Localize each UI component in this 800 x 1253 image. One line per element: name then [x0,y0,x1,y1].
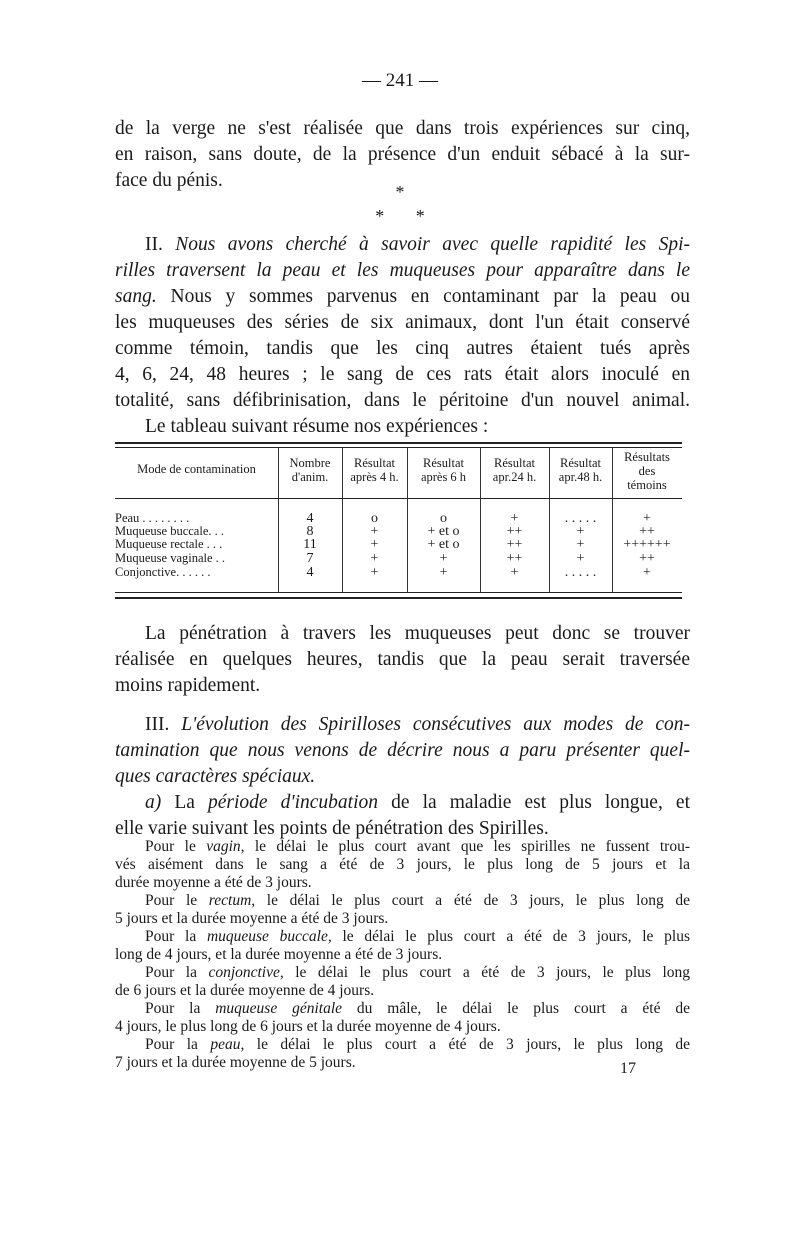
incubation-details [115,838,690,1072]
italic-text: rilles traversent la peau et les muqueuses pour apparaître dans le [115,260,690,281]
header-line: témoins [627,478,667,492]
cell-r48: + [576,524,585,539]
cell-r4: + [370,565,379,580]
text-line: vés aisément dans le sang a été de 3 jours, le plus long de 5 jours et la [115,856,690,873]
table-rule-top-thin [115,447,682,448]
text-line [115,1036,690,1054]
cell-temoins: ++++++ [623,537,671,552]
detail-paragraph [115,1000,690,1036]
subsection-label: a) [145,792,162,813]
page-number: — 241 — [362,70,438,91]
text-span: Pour le [145,892,209,909]
italic-text: vagin, [206,838,245,855]
text-line: 4, 6, 24, 48 heures ; le sang de ces rats était alors inoculé en [115,364,690,385]
text-span: Pour la [145,1000,216,1017]
detail-paragraph [115,928,690,964]
italic-text: Nous avons cherché à savoir avec quelle rapidité les Spi- [175,234,690,255]
header-line: Résultat [560,456,601,470]
cell-r24: + [510,511,519,526]
text-line [115,928,690,946]
header-line: Résultat [354,456,395,470]
header-r24 [480,456,549,484]
text-line [115,712,690,738]
header-line: après 6 h [420,470,467,484]
text-line [115,738,690,764]
text-line [115,892,690,910]
detail-paragraph [115,964,690,1000]
cell-r24: ++ [506,537,523,552]
text-span: Pour la [145,964,209,981]
italic-text: sang. [115,286,157,307]
text-line: La pénétration à travers les muqueuses peut donc se trouver [145,623,690,644]
text-line: Le tableau suivant résume nos expériences : [145,416,489,437]
italic-text: tamination que nous venons de décrire nous a paru présenter quel- [115,740,690,761]
header-r48 [549,456,612,484]
section-separator-bottom: * * [375,206,425,226]
cell-r4: o [371,511,378,526]
header-r4 [342,456,407,484]
cell-r24: + [510,565,519,580]
header-line: des [638,464,656,478]
italic-text: conjonctive, [208,964,284,981]
text-line: totalité, sans défibrinisation, dans le péritoine d'un nouvel animal. [115,390,690,411]
cell-r6: + et o [427,524,460,539]
cell-r4: + [370,537,379,552]
cell-r6: + [439,565,448,580]
cell-r6: + et o [427,537,460,552]
table-rule-top [115,442,682,444]
cell-nombre: 4 [306,511,314,526]
cell-r6: o [440,511,447,526]
header-line: Résultat [494,456,535,470]
header-line: Résultat [423,456,464,470]
text-span: le délai le plus court a été de 3 jours, le plus long de [244,1036,691,1053]
header-line: apr.48 h. [558,470,603,484]
detail-paragraph [115,838,690,892]
text-span: le délai le plus court a été de 3 jours, le plus long [283,964,690,981]
table-rule-header [115,498,682,499]
detail-paragraph [115,892,690,928]
text-line: les muqueuses des séries de six animaux, dont l'un était conservé [115,312,690,333]
cell-temoins: ++ [639,551,655,566]
text-line [115,284,690,310]
italic-text: rectum, [208,892,256,909]
section-2-paragraph [115,232,690,440]
text-span: Pour le [145,838,207,855]
section-separator-top: * [395,182,405,202]
header-temoins [612,450,682,492]
cell-temoins: ++ [639,524,655,539]
text-line: réalisée en quelques heures, tandis que la peau serait traversée [115,649,690,670]
signature-mark: 17 [620,1060,636,1077]
row-label: Peau . . . . . . . . [115,511,190,525]
italic-text: période d'incubation [208,792,378,813]
header-r6 [407,456,480,484]
cell-temoins: + [643,511,651,526]
cell-nombre: 7 [306,551,314,566]
cell-r48: . . . . . [564,565,597,580]
header-line: après 4 h. [350,470,399,484]
cell-r48: . . . . . [564,511,597,526]
text-span: du mâle, le délai le plus court a été de [342,1000,690,1017]
text-span: le délai le plus court avant que les spirilles ne fussent trou- [244,838,690,855]
italic-text: peau, [210,1036,245,1053]
italic-text: ques caractères spéciaux. [115,766,316,787]
text-line [115,964,690,982]
text-line [115,764,690,790]
header-line: d'anim. [291,470,329,484]
cell-r48: + [576,537,585,552]
section-number: II. [145,234,163,255]
cell-r4: + [370,551,379,566]
row-label: Conjonctive. . . . . . [115,565,211,579]
text-line [115,232,690,258]
header-line: apr.24 h. [492,470,537,484]
cell-r24: ++ [506,551,523,566]
header-line: Résultats [624,450,670,464]
text-line: 5 jours et la durée moyenne a été de 3 jours. [115,910,389,927]
text-line: comme témoin, tandis que les cinq autres étaient tués après [115,338,690,359]
text-line: 7 jours et la durée moyenne de 5 jours. [115,1054,356,1071]
text-span: Pour la [145,928,207,945]
cell-nombre: 8 [306,524,314,539]
detail-paragraph [115,1036,690,1072]
row-label: Muqueuse rectale . . . [115,537,223,551]
cell-nombre: 11 [303,537,317,552]
cell-r4: + [370,524,379,539]
text-line: face du pénis. [115,170,223,191]
text-span: La [161,792,208,813]
header-nombre [278,456,342,484]
table-rule-bottom [115,597,682,599]
text-line [115,838,690,856]
section-number: III. [145,714,170,735]
row-label: Muqueuse buccale. . . [115,524,224,538]
text-line: en raison, sans doute, de la présence d'un enduit sébacé à la sur- [115,144,690,165]
text-line: long de 4 jours, et la durée moyenne a été de 3 jours. [115,946,443,963]
text-line: 4 jours, le plus long de 6 jours et la durée moyenne de 4 jours. [115,1018,501,1035]
italic-text: muqueuse buccale, [206,928,332,945]
text-span: le délai le plus court a été de 3 jours, le plus [331,928,691,945]
cell-temoins: + [643,565,651,580]
cell-r48: + [576,551,585,566]
text-line [115,1000,690,1018]
cell-r6: + [439,551,448,566]
table-rule-bottom-thin [115,592,682,593]
text-span: le délai le plus court a été de 3 jours, le plus long de [255,892,691,909]
text-line: elle varie suivant les points de pénétration des Spirilles. [115,818,549,839]
after-table-paragraph [115,621,690,699]
text-line [115,258,690,284]
header-line: Nombre [289,456,331,470]
text-line [115,790,690,816]
text-line: durée moyenne a été de 3 jours. [115,874,312,891]
italic-text: L'évolution des Spirilloses consécutives aux modes de con- [181,714,691,735]
section-3-paragraph [115,712,690,842]
header-mode: Mode de contamination [137,462,256,476]
text-span: Pour la [145,1036,211,1053]
text-line: de 6 jours et la durée moyenne de 4 jours. [115,982,375,999]
row-label: Muqueuse vaginale . . [115,551,226,565]
text-line: moins rapidement. [115,675,261,696]
text-span: Nous y sommes parvenus en contaminant par la peau ou [156,286,690,307]
text-span: de la maladie est plus longue, et [377,792,690,813]
cell-nombre: 4 [306,565,314,580]
cell-r24: ++ [506,524,523,539]
italic-text: muqueuse génitale [215,1000,343,1017]
text-line: de la verge ne s'est réalisée que dans trois expériences sur cinq, [115,118,690,139]
